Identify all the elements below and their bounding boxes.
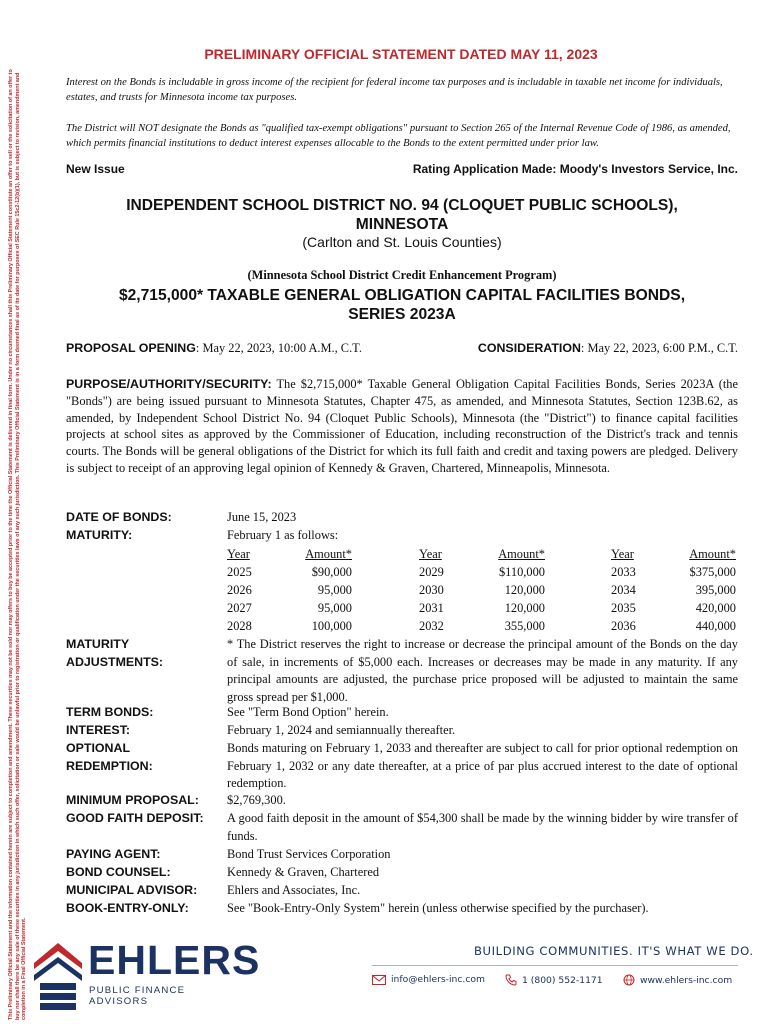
issuer-title [66, 196, 738, 234]
maturity-year: 2034 [611, 583, 636, 597]
maturity-amount: 100,000 [311, 619, 352, 633]
footer-divider [372, 965, 738, 966]
maturity-year: 2027 [227, 601, 252, 615]
maturity-year: 2030 [419, 583, 444, 597]
rating-note: Rating Application Made: Moody's Investors Service, Inc. [412, 162, 738, 176]
bond-counsel-label: BOND COUNSEL: [66, 865, 171, 879]
consideration [478, 341, 738, 356]
logo-name: EHLERS [88, 937, 261, 983]
redemption-label-line-1: OPTIONAL [66, 741, 131, 755]
proposal-opening [66, 341, 362, 356]
year-header: Year [227, 547, 250, 561]
issuer-line-1: INDEPENDENT SCHOOL DISTRICT NO. 94 (CLOQUET PUBLIC SCHOOLS), [126, 197, 678, 214]
bond-title-line-2: SERIES 2023A [348, 306, 456, 323]
mail-icon [372, 975, 386, 985]
year-header: Year [611, 547, 634, 561]
redemption-label-line-2: REDEMPTION: [66, 758, 153, 773]
program-name: (Minnesota School District Credit Enhancement Program) [247, 268, 557, 282]
amount-header: Amount* [689, 547, 736, 561]
term-bonds-label: TERM BONDS: [66, 705, 154, 719]
ehlers-house-icon [32, 939, 84, 1011]
term-bonds-value: See "Term Bond Option" herein. [227, 705, 389, 719]
new-issue-label: New Issue [66, 162, 125, 176]
bond-counsel-value: Kennedy & Graven, Chartered [227, 865, 380, 879]
interest-value: February 1, 2024 and semiannually thereafter. [227, 723, 456, 737]
maturity-amount: 440,000 [695, 619, 736, 633]
tax-note-2: The District will NOT designate the Bonds as "qualified tax-exempt obligations" pursuant to Section 265 of the Internal Revenue Code of 1986, as amended, which permits financial institutions to deduct interest expenses allocable to the Bonds to the extent permitted under prior law. [66, 123, 731, 149]
adj-label-line-1: MATURITY [66, 637, 130, 651]
website-text[interactable]: www.ehlers-inc.com [640, 974, 733, 986]
minimum-proposal-value: $2,769,300. [227, 793, 286, 807]
municipal-advisor-label: MUNICIPAL ADVISOR: [66, 883, 198, 897]
maturity-amount: $110,000 [498, 565, 545, 579]
maturity-year: 2032 [419, 619, 444, 633]
phone-text[interactable]: 1 (800) 552-1171 [522, 974, 603, 986]
maturity-amount: $90,000 [311, 565, 352, 579]
consideration-label: CONSIDERATION [477, 341, 581, 355]
bond-title-line-1: $2,715,000* TAXABLE GENERAL OBLIGATION CAPITAL FACILITIES BONDS, [118, 287, 686, 304]
issuer-line-2: MINNESOTA [355, 216, 449, 233]
maturity-adjustments-value: * The District reserves the right to increase or decrease the principal amount of the Bonds on the day of sale, in increments of $5,000 each. Increases or decreases may be made in any maturity. If any principal amounts are adjusted, the purchase price proposed will be adjusted to maintain the same gross spread per $1,000. [227, 637, 738, 704]
proposal-opening-value: : May 22, 2023, 10:00 A.M., C.T. [195, 341, 362, 355]
maturity-adjustments-label [66, 636, 226, 671]
proposal-opening-label: PROPOSAL OPENING [66, 341, 196, 355]
maturity-year: 2036 [611, 619, 636, 633]
bond-title [66, 286, 738, 324]
maturity-amount: 420,000 [695, 601, 736, 615]
optional-redemption-label [66, 740, 226, 775]
minimum-proposal-label: MINIMUM PROPOSAL: [66, 793, 199, 807]
amount-header: Amount* [305, 547, 352, 561]
purpose-label: PURPOSE/AUTHORITY/SECURITY: [66, 377, 272, 391]
maturity-year: 2025 [227, 565, 252, 579]
maturity-amount: 355,000 [504, 619, 545, 633]
paying-agent-label: PAYING AGENT: [66, 847, 161, 861]
purpose-paragraph [66, 376, 738, 477]
municipal-advisor-value: Ehlers and Associates, Inc. [227, 883, 361, 897]
footer-email[interactable] [372, 974, 485, 985]
footer-tagline: BUILDING COMMUNITIES. IT'S WHAT WE DO. [474, 944, 754, 958]
date-value: June 15, 2023 [227, 510, 297, 524]
maturity-label: MATURITY: [66, 528, 133, 542]
consideration-value: : May 22, 2023, 6:00 P.M., C.T. [580, 341, 738, 355]
optional-redemption-value: Bonds maturing on February 1, 2033 and thereafter are subject to call for prior optional redemption on February 1, 2032 or any date thereafter, at a price of par plus accrued interest to the date of optional redemption. [227, 741, 738, 790]
maturity-amount: $375,000 [689, 565, 736, 579]
book-entry-only-value: See "Book-Entry-Only System" herein (unless otherwise specified by the purchaser). [227, 901, 649, 915]
phone-icon [505, 974, 517, 986]
amount-header: Amount* [498, 547, 545, 561]
maturity-amount: 95,000 [317, 601, 352, 615]
maturity-year: 2026 [227, 583, 252, 597]
maturity-year: 2031 [419, 601, 444, 615]
logo-subtitle: PUBLIC FINANCE ADVISORS [89, 985, 186, 1007]
email-text[interactable]: info@ehlers-inc.com [391, 974, 485, 985]
maturity-amount: 120,000 [504, 601, 545, 615]
adj-label-line-2: ADJUSTMENTS: [66, 654, 164, 669]
maturity-year: 2035 [611, 601, 636, 615]
side-disclaimer [0, 0, 62, 1024]
maturity-year: 2033 [611, 565, 636, 579]
good-faith-deposit-value: A good faith deposit in the amount of $54,300 shall be made by the winning bidder by wire transfer of funds. [227, 811, 738, 843]
maturity-amount: 395,000 [695, 583, 736, 597]
maturity-year: 2029 [419, 565, 444, 579]
good-faith-deposit-label: GOOD FAITH DEPOSIT: [66, 811, 204, 825]
ehlers-logo [32, 935, 261, 1020]
footer-phone[interactable] [505, 974, 603, 986]
document-title: PRELIMINARY OFFICIAL STATEMENT DATED MAY 11, 2023 [204, 46, 598, 62]
date-label: DATE OF BONDS: [66, 510, 172, 524]
maturity-value: February 1 as follows: [227, 528, 339, 542]
tax-note-1: Interest on the Bonds is includable in gross income of the recipient for federal income tax purposes and is includable in taxable net income for individuals, estates, and trusts for Minnesota income tax purposes. [66, 77, 723, 103]
book-entry-only-label: BOOK-ENTRY-ONLY: [66, 901, 189, 915]
purpose-text: The $2,715,000* Taxable General Obligation Capital Facilities Bonds, Series 2023A (the "Bonds") are being issued pursuant to Minnesota Statutes, Chapter 475, as amended, and Minnesota Statutes, Section 123B.62, as amended, by Independent School District No. 94 (Cloquet Public Schools), Minnesota (the "District") to finance capital facilities projects at school sites as approved by the Commissioner of Education, including reconstruction of the District's track and tennis courts. The Bonds will be general obligations of the District for which its full faith and credit and taxing powers are pledged. Delivery is subject to receipt of an approving legal opinion of Kennedy & Graven, Chartered, Minneapolis, Minnesota. [66, 377, 738, 475]
maturity-amount: 95,000 [317, 583, 352, 597]
issuer-counties: (Carlton and St. Louis Counties) [302, 234, 502, 250]
paying-agent-value: Bond Trust Services Corporation [227, 847, 391, 861]
year-header: Year [419, 547, 442, 561]
footer-website[interactable] [623, 974, 732, 986]
interest-label: INTEREST: [66, 723, 131, 737]
maturity-year: 2028 [227, 619, 252, 633]
maturity-amount: 120,000 [504, 583, 545, 597]
disclaimer-text: This Preliminary Official Statement and the information contained herein are subject to completion and amendment. These securities may not be sold nor may offers to buy be accepted prior to the time the Official Statement is delivered in final form. Under no circumstances shall this Preliminary Official Statement constitute an offer to sell or the solicitation of an offer to buy nor shall there be any sale of these securities in any jurisdiction in which such offer, solicitation or sale would be unlawful prior to registration or qualification under the securities laws of any such jurisdiction. This Preliminary Official Statement is in a form deemed final as of its date for purposes of SEC Rule 15c2-12(b)(1), but is subject to revision, amendment and completion in a Final Official Statement. [8, 69, 28, 1020]
globe-icon [623, 974, 635, 986]
